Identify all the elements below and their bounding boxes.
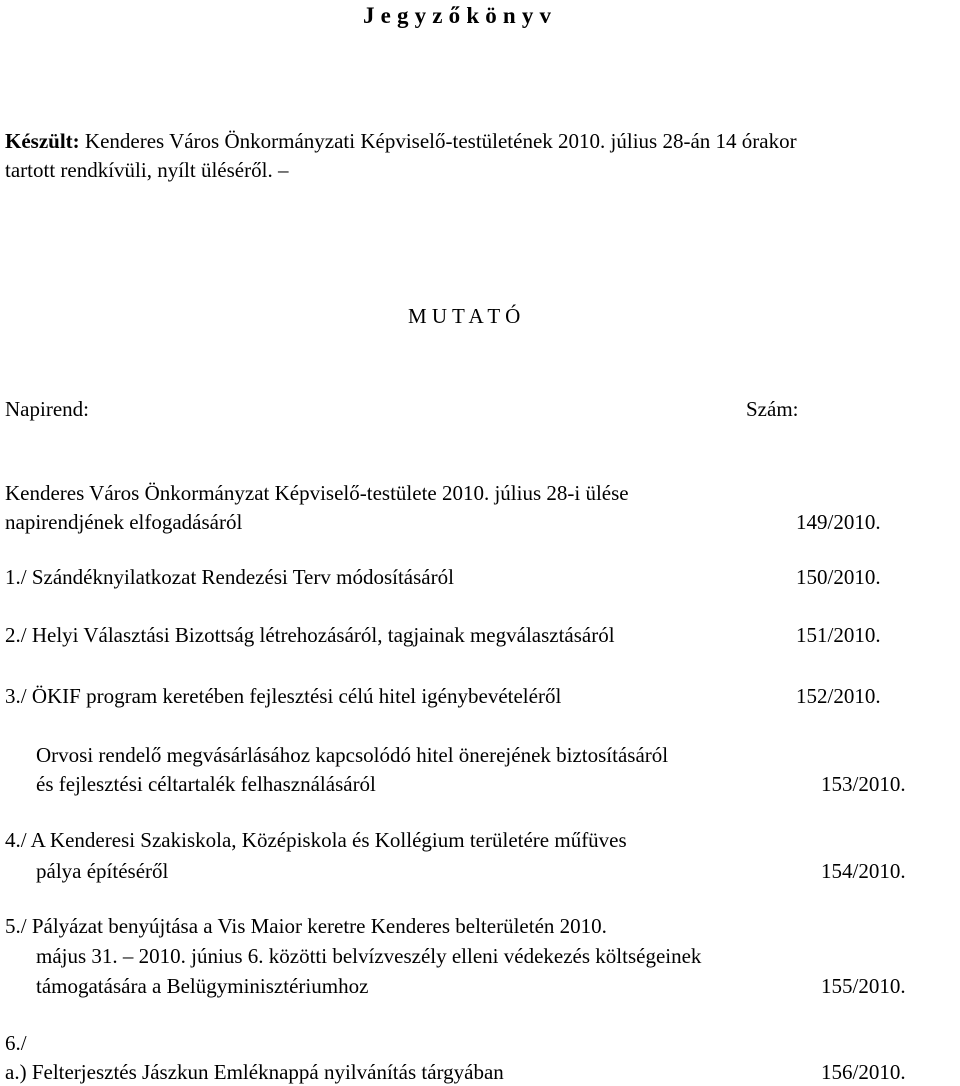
made-line-1 [5,131,797,152]
agenda-label: Napirend: [5,397,89,421]
made-text-2: tartott rendkívüli, nyílt üléséről. [5,158,273,182]
agenda-item-0-line-1: Kenderes Város Önkormányzat Képviselő-testülete 2010. július 28-i ülése [5,481,629,505]
agenda-item-1-line-1: 1./ Szándéknyilatkozat Rendezési Terv módosításáról [5,565,454,589]
made-label: Készült: [5,129,80,153]
agenda-item-4-number: 153/2010. [821,772,906,796]
agenda-item-6-line-3: támogatására a Belügyminisztériumhoz [36,974,369,998]
agenda-item-7-line-2: a.) Felterjesztés Jászkun Emléknappá nyilvánítás tárgyában [5,1060,504,1084]
agenda-item-0-number: 149/2010. [796,510,881,534]
index-title: M U T A T Ó [408,304,521,328]
number-label: Szám: [746,397,799,421]
agenda-item-4-line-2: és fejlesztési céltartalék felhasználásáról [36,772,376,796]
agenda-item-4-line-1: Orvosi rendelő megvásárlásához kapcsolódó hitel önerejének biztosításáról [36,743,669,767]
agenda-item-5-number: 154/2010. [821,859,906,883]
agenda-item-6-number: 155/2010. [821,974,906,998]
agenda-item-3-line-1: 3./ ÖKIF program keretében fejlesztési célú hitel igénybevételéről [5,684,562,708]
agenda-item-6-line-1: 5./ Pályázat benyújtása a Vis Maior keretre Kenderes belterületén 2010. [5,914,607,938]
document-title: J e g y z ő k ö n y v [363,3,552,28]
made-text-dash: – [277,158,289,182]
agenda-item-3-number: 152/2010. [796,684,881,708]
agenda-item-7-line-1: 6./ [5,1031,27,1055]
agenda-item-7-number: 156/2010. [821,1060,906,1084]
agenda-item-5-line-2: pálya építéséről [36,859,169,883]
agenda-item-1-number: 150/2010. [796,565,881,589]
agenda-item-6-line-2: május 31. – 2010. június 6. közötti belvízveszély elleni védekezés költségeinek [36,944,702,968]
agenda-item-5-line-1: 4./ A Kenderesi Szakiskola, Középiskola és Kollégium területére műfüves [5,828,627,852]
made-line-2 [5,160,288,181]
made-text-1: Kenderes Város Önkormányzati Képviselő-testületének 2010. július 28-án 14 órakor [84,129,797,153]
agenda-item-0-line-2: napirendjének elfogadásáról [5,510,243,534]
agenda-item-2-line-1: 2./ Helyi Választási Bizottság létrehozásáról, tagjainak megválasztásáról [5,623,615,647]
agenda-item-2-number: 151/2010. [796,623,881,647]
